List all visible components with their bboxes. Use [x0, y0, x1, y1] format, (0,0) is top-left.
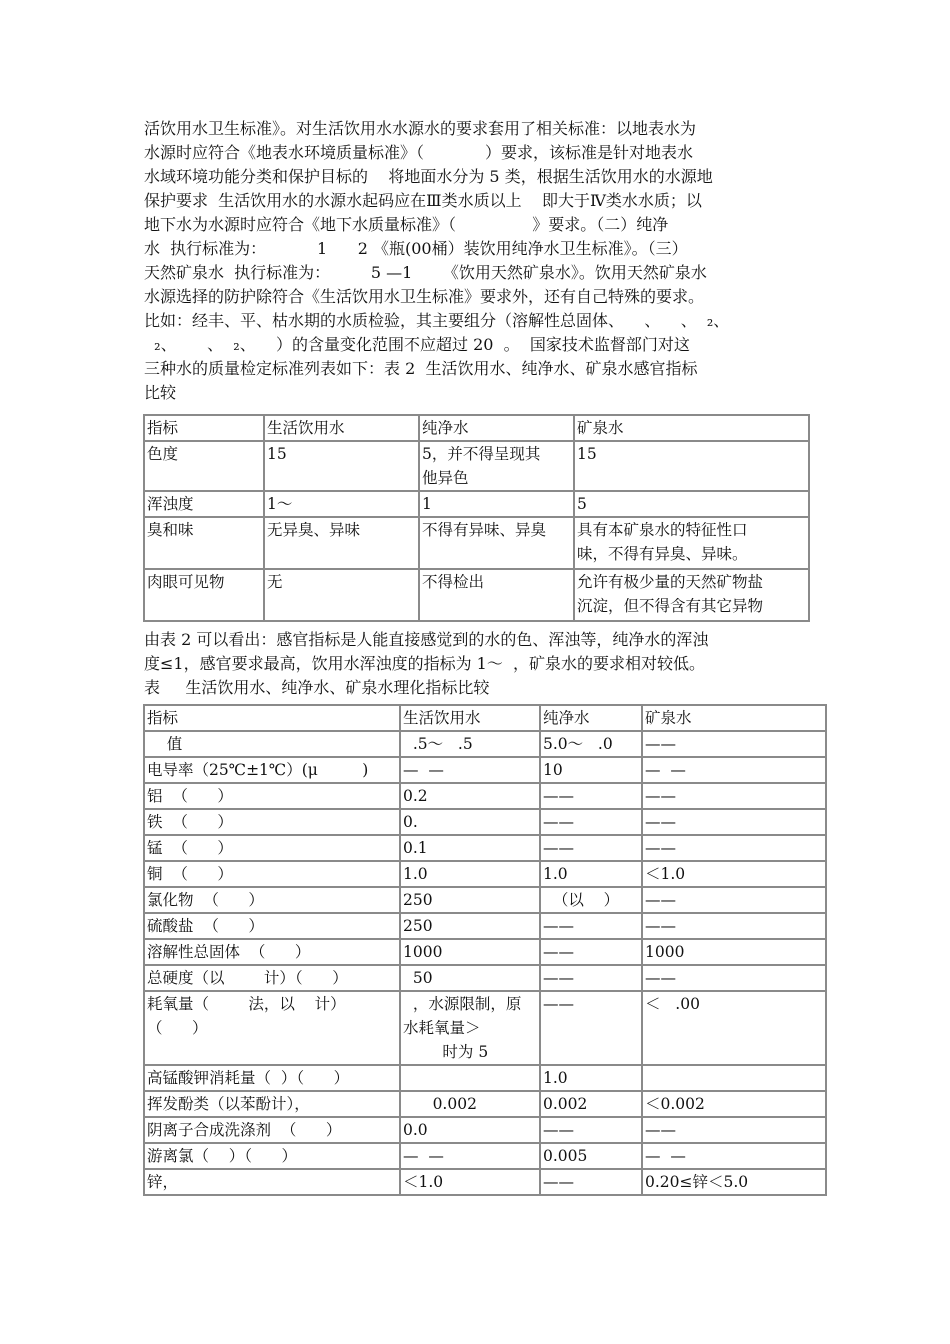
table-cell: ——	[540, 965, 642, 991]
table-cell: 铁 （ ）	[144, 809, 400, 835]
table-cell: 0.2	[400, 783, 540, 809]
table-row	[144, 1065, 826, 1091]
intro-line: 地下水为水源时应符合《地下水质量标准》（ 》要求。（二）纯净	[144, 215, 669, 234]
table-cell: 浑浊度	[144, 491, 264, 517]
table-row	[144, 491, 809, 517]
table-cell: ——	[540, 809, 642, 835]
intro-line: 比如：经丰、平、枯水期的水质检验，其主要组分（溶解性总固体、 、 、 ₂、	[144, 311, 730, 330]
table-header-cell: 纯净水	[540, 705, 642, 731]
table-cell: ——	[540, 991, 642, 1065]
table-header-row	[144, 415, 809, 441]
table-cell: 0.002	[400, 1091, 540, 1117]
table-cell: ——	[540, 913, 642, 939]
table-row	[144, 809, 826, 835]
table-cell: ——	[540, 939, 642, 965]
table-cell: ——	[642, 887, 826, 913]
table-cell: 铝 （ ）	[144, 783, 400, 809]
table-cell: 1000	[400, 939, 540, 965]
table-row	[144, 783, 826, 809]
intro-line: 三种水的质量检定标准列表如下：表 2 生活饮用水、纯净水、矿泉水感官指标	[144, 359, 698, 378]
table-cell: ——	[642, 913, 826, 939]
table-cell: 硫酸盐 （ ）	[144, 913, 400, 939]
table-cell: 250	[400, 887, 540, 913]
table-cell: 0.002	[540, 1091, 642, 1117]
table-cell: 1.0	[540, 861, 642, 887]
table-cell: 高锰酸钾消耗量（ ）（ ）	[144, 1065, 400, 1091]
table-row	[144, 569, 809, 621]
table-cell: 无异臭、异味	[264, 517, 419, 569]
table-cell: 允许有极少量的天然矿物盐 沉淀，但不得含有其它异物	[574, 569, 809, 621]
table-cell: ——	[540, 835, 642, 861]
table-cell: 游离氯（ ）（ ）	[144, 1143, 400, 1169]
table-cell: ——	[642, 965, 826, 991]
table-header-cell: 矿泉水	[642, 705, 826, 731]
table-cell: 锰 （ ）	[144, 835, 400, 861]
table-row	[144, 517, 809, 569]
table-cell: 5	[574, 491, 809, 517]
table-cell: ＜ .00	[642, 991, 826, 1065]
table-cell: ——	[642, 1117, 826, 1143]
table-row	[144, 731, 826, 757]
table-cell: 5.0～ .0	[540, 731, 642, 757]
table-cell: 不得有异味、异臭	[419, 517, 574, 569]
table-row	[144, 913, 826, 939]
table-cell: 250	[400, 913, 540, 939]
table-cell: 10	[540, 757, 642, 783]
physicochemical-indicator-table	[143, 704, 827, 1196]
table-cell: .5～ .5	[400, 731, 540, 757]
table-row	[144, 835, 826, 861]
table-row	[144, 441, 809, 491]
table-row	[144, 939, 826, 965]
table-cell: 1.0	[400, 861, 540, 887]
table-cell	[400, 1065, 540, 1091]
table-cell: 耗氧量（ 法，以 计） （ ）	[144, 991, 400, 1065]
table-row	[144, 1117, 826, 1143]
table-cell	[642, 1065, 826, 1091]
intro-paragraph	[144, 117, 814, 405]
table-row	[144, 991, 826, 1065]
table-cell: ——	[642, 783, 826, 809]
table-cell: 具有本矿泉水的特征性口 味，不得有异臭、异味。	[574, 517, 809, 569]
table-cell: 15	[264, 441, 419, 491]
table-row	[144, 1091, 826, 1117]
table-header-cell: 生活饮用水	[400, 705, 540, 731]
table-header-row	[144, 705, 826, 731]
table-cell: 1.0	[540, 1065, 642, 1091]
intro-line: 水源选择的防护除符合《生活饮用水卫生标准》要求外，还有自己特殊的要求。	[144, 287, 705, 306]
analysis-line: 由表 2 可以看出：感官指标是人能直接感觉到的水的色、浑浊等，纯净水的浑浊	[144, 630, 709, 649]
table-cell: 肉眼可见物	[144, 569, 264, 621]
table-header-cell: 指标	[144, 705, 400, 731]
table-cell: ——	[642, 731, 826, 757]
intro-line: 天然矿泉水 执行标准为： 5 —1 《饮用天然矿泉水》。饮用天然矿泉水	[144, 263, 707, 282]
table-header-cell: 纯净水	[419, 415, 574, 441]
table-cell: ，水源限制，原 水耗氧量＞ 时为 5	[400, 991, 540, 1065]
table-cell: 1	[419, 491, 574, 517]
table-cell: — —	[642, 757, 826, 783]
analysis-paragraph	[144, 628, 814, 700]
intro-line: ₂、 、 ₂、 ）的含量变化范围不应超过 20 。 国家技术监督部门对这	[144, 335, 690, 354]
table-cell: 无	[264, 569, 419, 621]
table-cell: 0.0	[400, 1117, 540, 1143]
table-cell: （以 ）	[540, 887, 642, 913]
table-cell: 1000	[642, 939, 826, 965]
table-row	[144, 965, 826, 991]
table-cell: 锌，	[144, 1169, 400, 1195]
table-cell: ——	[642, 835, 826, 861]
table-cell: 臭和味	[144, 517, 264, 569]
table-header-cell: 矿泉水	[574, 415, 809, 441]
table-cell: 0.	[400, 809, 540, 835]
table-cell: 铜 （ ）	[144, 861, 400, 887]
table-cell: 电导率（25℃±1℃）(μ )	[144, 757, 400, 783]
table-row	[144, 887, 826, 913]
analysis-line: 度≤1，感官要求最高，饮用水浑浊度的指标为 1～ ，矿泉水的要求相对较低。	[144, 654, 706, 673]
intro-line: 水域环境功能分类和保护目标的 将地面水分为 5 类，根据生活饮用水的水源地	[144, 167, 713, 186]
intro-line: 活饮用水卫生标准》。对生活饮用水水源水的要求套用了相关标准：以地表水为	[144, 119, 697, 138]
intro-line: 保护要求 生活饮用水的水源水起码应在Ⅲ类水质以上 即大于Ⅳ类水水质；以	[144, 191, 702, 210]
table-cell: 5，并不得呈现其 他异色	[419, 441, 574, 491]
table-cell: ——	[540, 1169, 642, 1195]
table-cell: 溶解性总固体 （ ）	[144, 939, 400, 965]
table-cell: ——	[540, 1117, 642, 1143]
intro-line: 水源时应符合《地表水环境质量标准》（ ）要求，该标准是针对地表水	[144, 143, 694, 162]
table-cell: — —	[642, 1143, 826, 1169]
table-cell: ＜1.0	[642, 861, 826, 887]
analysis-line: 表 生活饮用水、纯净水、矿泉水理化指标比较	[144, 678, 490, 697]
table-cell: ＜1.0	[400, 1169, 540, 1195]
intro-line: 水 执行标准为： 1 2 《瓶(00桶）装饮用纯净水卫生标准》。（三）	[144, 239, 688, 258]
table-cell: 15	[574, 441, 809, 491]
table-row	[144, 757, 826, 783]
table-cell: ＜0.002	[642, 1091, 826, 1117]
table-cell: 挥发酚类（以苯酚计），	[144, 1091, 400, 1117]
table-cell: — —	[400, 757, 540, 783]
table-cell: 氯化物 （ ）	[144, 887, 400, 913]
intro-line: 比较	[144, 383, 177, 402]
table-cell: ——	[642, 809, 826, 835]
table-cell: 值	[144, 731, 400, 757]
table-cell: 50	[400, 965, 540, 991]
table-cell: 总硬度（以 计）（ ）	[144, 965, 400, 991]
table-cell: 1～	[264, 491, 419, 517]
table-cell: 阴离子合成洗涤剂 （ ）	[144, 1117, 400, 1143]
table-cell: 0.005	[540, 1143, 642, 1169]
table-cell: ——	[540, 783, 642, 809]
table-cell: 0.20≤锌＜5.0	[642, 1169, 826, 1195]
table-cell: 不得检出	[419, 569, 574, 621]
table-header-cell: 指标	[144, 415, 264, 441]
table-cell: — —	[400, 1143, 540, 1169]
table-cell: 0.1	[400, 835, 540, 861]
sensory-indicator-table	[143, 414, 810, 622]
table-header-cell: 生活饮用水	[264, 415, 419, 441]
table-row	[144, 861, 826, 887]
table-cell: 色度	[144, 441, 264, 491]
table-row	[144, 1143, 826, 1169]
table-row	[144, 1169, 826, 1195]
